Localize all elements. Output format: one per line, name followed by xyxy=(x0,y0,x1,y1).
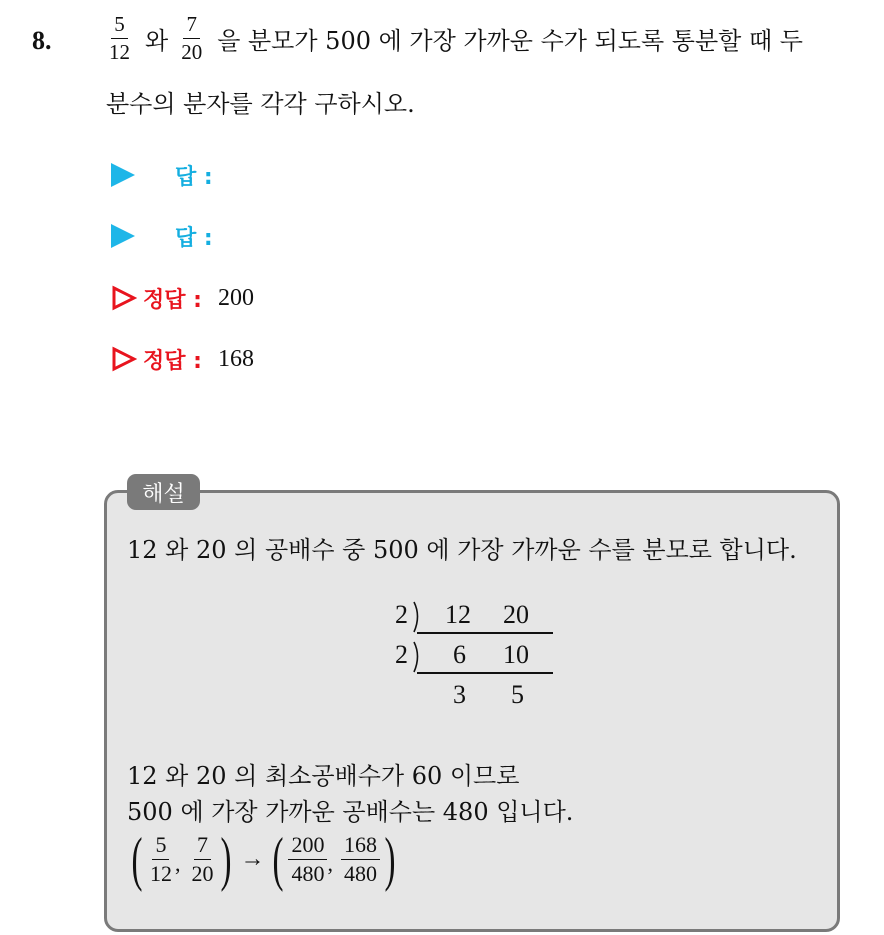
answer-row-1 xyxy=(111,160,213,190)
correct-answer-value: 168 xyxy=(217,345,254,372)
answer-label: 답 : xyxy=(175,225,213,251)
explanation-badge: 해설 xyxy=(127,474,200,510)
correct-answer-row-1 xyxy=(111,283,254,313)
explanation-line-3: 500 에 가장 가까운 공배수는 480 입니다. xyxy=(127,798,574,826)
division-row-3-a: 3 xyxy=(453,680,466,709)
division-line xyxy=(417,672,553,674)
answer-row-2 xyxy=(111,221,213,251)
question-fraction-1: $\frac{5}{12}$ xyxy=(109,12,130,64)
triangle-play-icon xyxy=(111,163,135,187)
question-text-2: 분수의 분자를 각각 구하시오. xyxy=(106,90,415,118)
explanation-line-2: 12 와 20 의 최소공배수가 60 이므로 xyxy=(127,762,520,790)
division-row-2-a: 6 xyxy=(453,640,466,669)
question-line-1 xyxy=(106,14,803,63)
left-paren: ( xyxy=(131,826,143,892)
correct-answer-row-2 xyxy=(111,344,254,374)
correct-answer-value: 200 xyxy=(217,284,254,311)
division-row-3-b: 5 xyxy=(511,680,524,709)
question-fraction-2: $\frac{7}{20}$ xyxy=(181,12,203,64)
division-row-1-a: 12 xyxy=(445,600,471,629)
division-row-2-b: 10 xyxy=(503,640,529,669)
correct-answer-label: 정답 : xyxy=(143,287,202,313)
triangle-play-icon xyxy=(111,224,135,248)
right-paren: ) xyxy=(220,826,232,892)
fraction-200-480: $\frac{200}{480}$ xyxy=(288,834,327,885)
triangle-outline-icon xyxy=(111,346,137,372)
question-text-1: 을 분모가 500 에 가장 가까운 수가 되도록 통분할 때 두 xyxy=(217,27,803,55)
division-row-1: 2 xyxy=(395,600,408,629)
comma: , xyxy=(327,851,333,876)
right-paren: ) xyxy=(384,826,396,892)
division-row-2: 2 xyxy=(395,640,408,669)
question-conjunction: 와 xyxy=(145,27,169,55)
comma: , xyxy=(174,851,181,876)
division-bracket-icon xyxy=(411,640,423,674)
fraction-7-20: $\frac{7}{20}$ xyxy=(191,831,214,886)
question-number: 8. xyxy=(32,26,52,55)
triangle-outline-icon xyxy=(111,285,137,311)
fraction-5-12: $\frac{5}{12}$ xyxy=(149,831,172,886)
right-arrow-icon: → xyxy=(240,845,265,872)
answer-label: 답 : xyxy=(175,164,213,190)
left-paren: ( xyxy=(272,826,284,892)
correct-answer-label: 정답 : xyxy=(143,348,202,374)
division-row-1-b: 20 xyxy=(503,600,529,629)
fraction-168-480: $\frac{168}{480}$ xyxy=(341,834,380,885)
explanation-line-1: 12 와 20 의 공배수 중 500 에 가장 가까운 수를 분모로 합니다. xyxy=(127,536,797,564)
fraction-conversion xyxy=(127,826,400,892)
division-bracket-icon xyxy=(411,600,423,634)
division-line xyxy=(417,632,553,634)
